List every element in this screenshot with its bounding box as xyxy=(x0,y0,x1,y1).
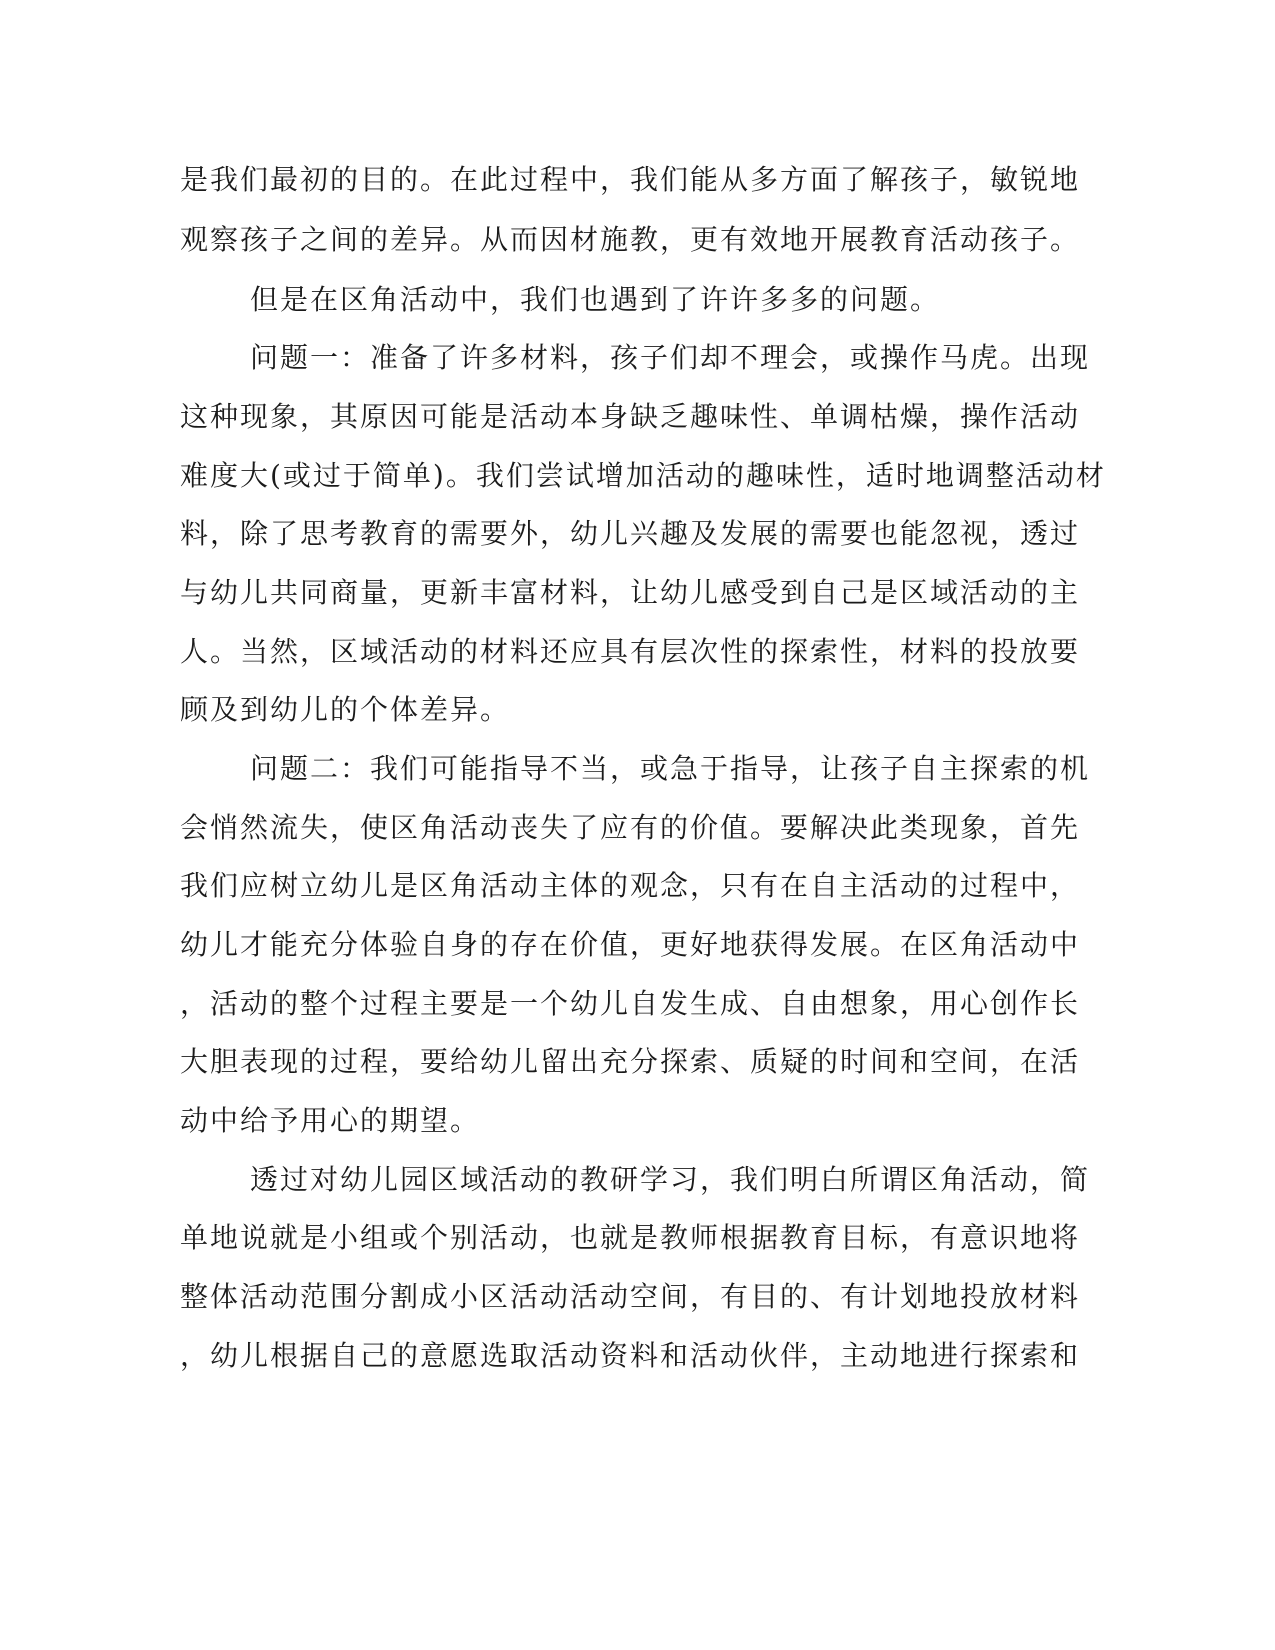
text-line: 观察孩子之间的差异。从而因材施教，更有效地开展教育活动孩子。 xyxy=(180,223,1081,256)
text-line: 大胆表现的过程，要给幼儿留出充分探索、质疑的时间和空间，在活 xyxy=(180,1045,1081,1078)
text-line: 与幼儿共同商量，更新丰富材料，让幼儿感受到自己是区域活动的主 xyxy=(180,576,1081,609)
text-line: 我们应树立幼儿是区角活动主体的观念，只有在自主活动的过程中， xyxy=(180,869,1081,902)
text-line: 会悄然流失，使区角活动丧失了应有的价值。要解决此类现象，首先 xyxy=(180,811,1081,844)
text-line: 幼儿才能充分体验自身的存在价值，更好地获得发展。在区角活动中 xyxy=(180,928,1081,961)
text-line: 但是在区角活动中，我们也遇到了许许多多的问题。 xyxy=(250,283,941,316)
text-line: 人。当然，区域活动的材料还应具有层次性的探索性，材料的投放要 xyxy=(180,635,1081,668)
text-line: 透过对幼儿园区域活动的教研学习，我们明白所谓区角活动，简 xyxy=(250,1163,1091,1196)
text-line: 单地说就是小组或个别活动，也就是教师根据教育目标，有意识地将 xyxy=(180,1221,1081,1254)
text-line: ，幼儿根据自己的意愿选取活动资料和活动伙伴，主动地进行探索和 xyxy=(180,1339,1081,1372)
text-line: 是我们最初的目的。在此过程中，我们能从多方面了解孩子，敏锐地 xyxy=(180,163,1081,196)
text-line: 动中给予用心的期望。 xyxy=(180,1104,481,1137)
text-line: 问题一：准备了许多材料，孩子们却不理会，或操作马虎。出现 xyxy=(250,341,1091,374)
text-line: 料，除了思考教育的需要外，幼儿兴趣及发展的需要也能忽视，透过 xyxy=(180,517,1081,550)
text-line: 顾及到幼儿的个体差异。 xyxy=(180,693,511,726)
text-line: 问题二：我们可能指导不当，或急于指导，让孩子自主探索的机 xyxy=(250,752,1091,785)
text-line: 难度大(或过于简单)。我们尝试增加活动的趣味性，适时地调整活动材 xyxy=(180,459,1106,492)
text-line: ，活动的整个过程主要是一个幼儿自发生成、自由想象，用心创作长 xyxy=(180,987,1081,1020)
text-line: 整体活动范围分割成小区活动活动空间，有目的、有计划地投放材料 xyxy=(180,1280,1081,1313)
text-line: 这种现象，其原因可能是活动本身缺乏趣味性、单调枯燥，操作活动 xyxy=(180,400,1081,433)
